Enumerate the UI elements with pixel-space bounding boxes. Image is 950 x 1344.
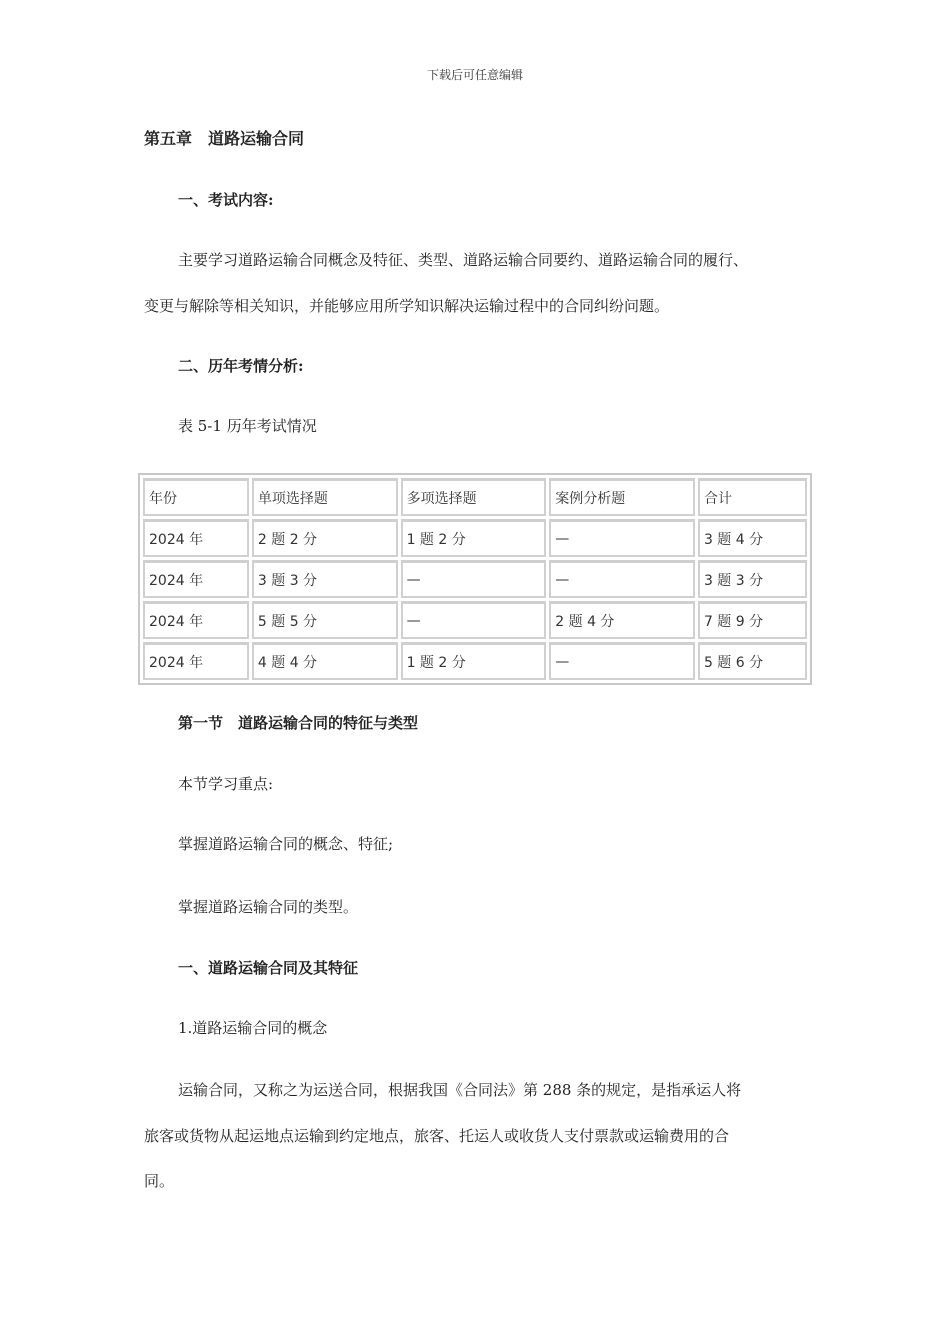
definition-line-1: 运输合同，又称之为运送合同，根据我国《合同法》第 288 条的规定，是指承运人将 [178,1081,742,1099]
table-cell: 5 题 6 分 [698,642,807,680]
table-cell: 2024 年 [143,601,249,639]
table-cell: 2 题 4 分 [549,601,695,639]
table-cell: — [549,519,695,557]
table-cell: 2024 年 [143,642,249,680]
table-cell: 2024 年 [143,560,249,598]
table-cell: 3 题 4 分 [698,519,807,557]
subheading-2: 1.道路运输合同的概念 [178,1019,328,1037]
table-cell: 3 题 3 分 [252,560,398,598]
table-row [143,560,807,598]
section-one-title: 第一节 道路运输合同的特征与类型 [178,714,419,732]
table-header-cell: 合计 [698,478,807,516]
subheading-1: 一、道路运输合同及其特征 [178,959,359,977]
chapter-title: 第五章 道路运输合同 [144,129,305,148]
focus-item-2: 掌握道路运输合同的类型。 [178,898,359,916]
focus-item-1: 掌握道路运输合同的概念、特征; [178,835,394,853]
table-row [143,519,807,557]
table-cell: — [549,642,695,680]
exam-stats-table [138,473,812,685]
table-row [143,601,807,639]
table-cell: 1 题 2 分 [401,642,547,680]
table-cell: 1 题 2 分 [401,519,547,557]
section1-line2: 变更与解除等相关知识，并能够应用所学知识解决运输过程中的合同纠纷问题。 [144,297,670,315]
section1-heading: 一、考试内容: [178,191,274,209]
table-row [143,642,807,680]
table-cell: 2024 年 [143,519,249,557]
section1-line1: 主要学习道路运输合同概念及特征、类型、道路运输合同要约、道路运输合同的履行、 [178,251,749,269]
definition-line-3: 同。 [144,1172,175,1190]
table-header-cell: 单项选择题 [252,478,398,516]
table-cell: — [549,560,695,598]
table-cell: — [401,560,547,598]
table-header-cell: 多项选择题 [401,478,547,516]
table-cell: 2 题 2 分 [252,519,398,557]
table-cell: 5 题 5 分 [252,601,398,639]
table-header-cell: 案例分析题 [549,478,695,516]
table-cell: 7 题 9 分 [698,601,807,639]
section2-heading: 二、历年考情分析: [178,357,304,375]
table-header-row [143,478,807,516]
table-cell: 3 题 3 分 [698,560,807,598]
table-cell: — [401,601,547,639]
definition-line-2: 旅客或货物从起运地点运输到约定地点，旅客、托运人或收货人支付票款或运输费用的合 [144,1127,730,1145]
focus-label: 本节学习重点: [178,775,274,793]
header-note: 下载后可任意编辑 [426,68,523,82]
table-header-cell: 年份 [143,478,249,516]
table-cell: 4 题 4 分 [252,642,398,680]
table-caption: 表 5-1 历年考试情况 [178,417,317,435]
